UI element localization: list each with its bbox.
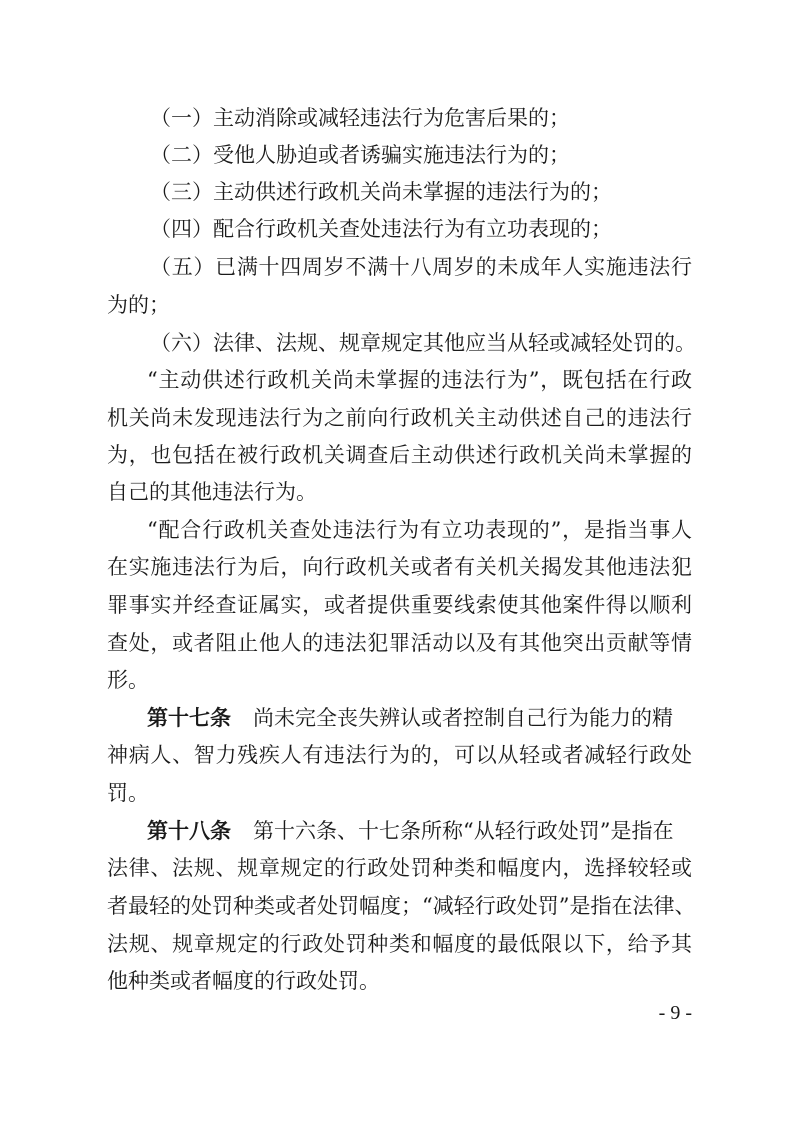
paragraph-line: 罚。 — [107, 781, 149, 805]
paragraph-line: “主动供述行政机关尚未掌握的违法行为”，既包括在行政 — [147, 368, 692, 392]
paragraph-line: 他种类或者幅度的行政处罚。 — [107, 969, 380, 993]
article-18 — [147, 816, 692, 846]
list-item-2: （二）受他人胁迫或者诱骗实施违法行为的； — [150, 143, 570, 167]
article-17 — [147, 703, 692, 733]
list-item-4: （四）配合行政机关查处违法行为有立功表现的； — [150, 217, 612, 241]
paragraph-line: 者最轻的处罚种类或者处罚幅度；“减轻行政处罚”是指在法律、 — [107, 894, 696, 918]
paragraph-line: 查处，或者阻止他人的违法犯罪活动以及有其他突出贡献等情 — [107, 631, 692, 655]
list-item-3: （三）主动供述行政机关尚未掌握的违法行为的； — [150, 180, 612, 204]
paragraph-line: 形。 — [107, 668, 149, 692]
paragraph-line: 罪事实并经查证属实，或者提供重要线索使其他案件得以顺利 — [107, 593, 692, 617]
list-item-6: （六）法律、法规、规章规定其他应当从轻或减轻处罚的。 — [150, 331, 696, 355]
paragraph-line: 自己的其他违法行为。 — [107, 480, 317, 504]
paragraph-line: 法规、规章规定的行政处罚种类和幅度的最低限以下，给予其 — [107, 932, 692, 956]
article-18-heading: 第十八条 — [147, 818, 231, 843]
list-item-5: （五）已满十四周岁不满十八周岁的未成年人实施违法行 — [150, 255, 692, 279]
list-item-1: （一）主动消除或减轻违法行为危害后果的； — [150, 106, 570, 130]
paragraph-line: 为，也包括在被行政机关调查后主动供述行政机关尚未掌握的 — [107, 443, 692, 467]
article-17-heading: 第十七条 — [147, 705, 231, 730]
article-18-text: 第十六条、十七条所称“从轻行政处罚”是指在 — [253, 819, 674, 843]
paragraph-line: 机关尚未发现违法行为之前向行政机关主动供述自己的违法行 — [107, 406, 692, 430]
page-number: - 9 - — [658, 1002, 692, 1024]
paragraph-line: 在实施违法行为后，向行政机关或者有关机关揭发其他违法犯 — [107, 555, 692, 579]
paragraph-line: 神病人、智力残疾人有违法行为的，可以从轻或者减轻行政处 — [107, 743, 692, 767]
article-17-text: 尚未完全丧失辨认或者控制自己行为能力的精 — [253, 706, 673, 730]
paragraph-line: 法律、法规、规章规定的行政处罚种类和幅度内，选择较轻或 — [107, 856, 692, 880]
paragraph-line: “配合行政机关查处违法行为有立功表现的”，是指当事人 — [147, 518, 692, 542]
list-item-5-cont: 为的； — [107, 293, 170, 317]
